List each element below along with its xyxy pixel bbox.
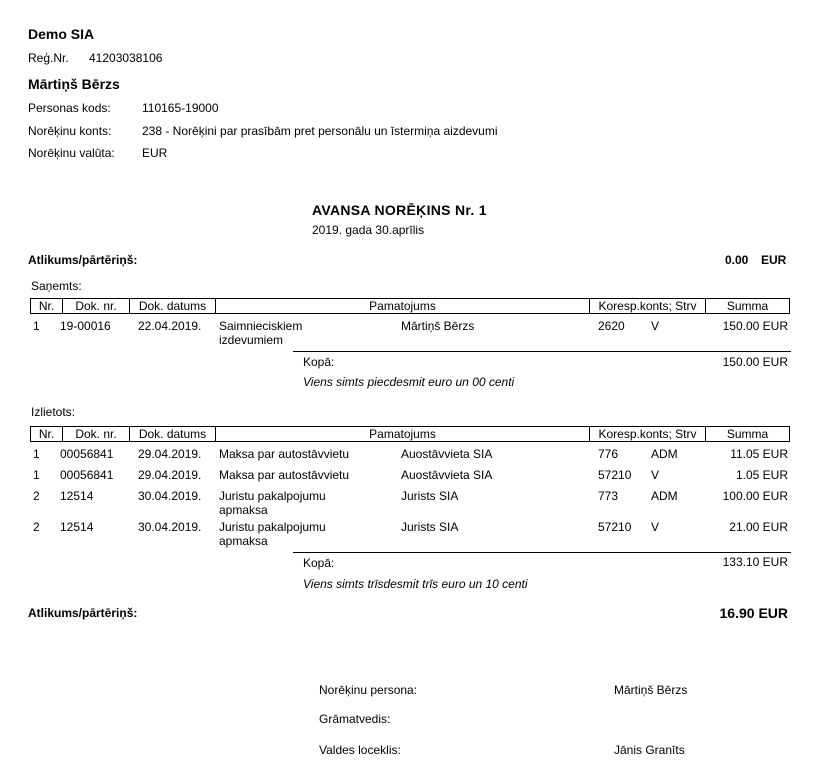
row-nr: 1 (33, 447, 40, 461)
row-party: Jurists SIA (401, 489, 459, 503)
opening-balance-currency: EUR (761, 253, 787, 267)
row-nr: 1 (33, 468, 40, 482)
spent-total-line (293, 552, 791, 553)
spent-total-in-words: Viens simts trīsdesmit trīs euro un 10 centi (303, 577, 528, 591)
row-reason: Juristu pakalpojumu apmaksa (219, 520, 326, 548)
document-title: AVANSA NORĒĶINS Nr. 1 (312, 202, 487, 218)
row-doc-no: 00056841 (60, 468, 114, 482)
closing-balance-value: 16.90 EUR (719, 605, 788, 621)
row-dept: V (651, 520, 660, 534)
row-account: 57210 (598, 520, 632, 534)
table-row (0, 520, 815, 550)
row-date: 30.04.2019. (138, 489, 202, 503)
row-party: Auostāvvieta SIA (401, 468, 493, 482)
col-amount-header: Summa (726, 427, 769, 441)
col-doc-date-header: Dok. datums (138, 299, 207, 313)
opening-balance-value: 0.00 (725, 253, 749, 267)
col-account-header: Koresp.konts; Strv (598, 299, 697, 313)
row-party: Auostāvvieta SIA (401, 447, 493, 461)
col-nr-header: Nr. (38, 299, 55, 313)
col-doc-no-header: Dok. nr. (75, 299, 117, 313)
spent-total-value: 133.10 EUR (722, 555, 788, 569)
personal-code-label: Personas kods: (28, 101, 111, 115)
account-label: Norēķinu konts: (28, 124, 112, 138)
row-reason: Maksa par autostāvvietu (219, 468, 350, 482)
spent-section-label: Izlietots: (31, 405, 76, 419)
row-reason: Maksa par autostāvvietu (219, 447, 350, 461)
table-row (0, 319, 815, 349)
signature-label-board-member: Valdes loceklis: (319, 743, 401, 757)
personal-code-value: 110165-19000 (142, 101, 219, 115)
row-date: 22.04.2019. (138, 319, 202, 333)
row-reason: Juristu pakalpojumu apmaksa (219, 489, 326, 517)
table-row (0, 489, 815, 519)
reg-number: 41203038106 (89, 51, 163, 65)
opening-balance-label: Atlikums/pārtēriņš: (28, 253, 138, 267)
person-name: Mārtiņš Bērzs (28, 76, 120, 92)
row-amount: 21.00 EUR (729, 520, 788, 534)
row-date: 29.04.2019. (138, 468, 202, 482)
received-total-value: 150.00 EUR (722, 355, 788, 369)
col-reason-header: Pamatojums (369, 299, 436, 313)
col-nr-header: Nr. (38, 427, 55, 441)
row-account: 57210 (598, 468, 632, 482)
row-account: 776 (598, 447, 619, 461)
col-account-header: Koresp.konts; Strv (598, 427, 697, 441)
reg-label: Reģ.Nr. (28, 51, 69, 65)
row-dept: V (651, 319, 660, 333)
row-amount: 100.00 EUR (722, 489, 788, 503)
row-doc-no: 00056841 (60, 447, 114, 461)
row-dept: ADM (651, 489, 678, 503)
spent-total-label: Kopā: (303, 556, 335, 570)
row-doc-no: 19-00016 (60, 319, 111, 333)
row-doc-no: 12514 (60, 520, 94, 534)
col-doc-no-header: Dok. nr. (75, 427, 117, 441)
row-doc-no: 12514 (60, 489, 94, 503)
currency-value: EUR (142, 146, 168, 160)
currency-label: Norēķinu valūta: (28, 146, 115, 160)
received-total-line (293, 351, 791, 352)
row-amount: 1.05 EUR (735, 468, 788, 482)
row-date: 29.04.2019. (138, 447, 202, 461)
signature-label-accountant: Grāmatvedis: (319, 712, 391, 726)
signature-name-board-member: Jānis Granīts (614, 743, 685, 757)
row-party: Mārtiņš Bērzs (401, 319, 475, 333)
row-amount: 11.05 EUR (730, 447, 788, 461)
row-nr: 1 (33, 319, 40, 333)
signature-name-settlement-person: Mārtiņš Bērzs (614, 683, 688, 697)
row-dept: V (651, 468, 660, 482)
spent-table-header (30, 426, 790, 442)
received-table-header (30, 298, 790, 314)
account-value: 238 - Norēķini par prasībām pret personālu un īstermiņa aizdevumi (142, 124, 498, 138)
row-date: 30.04.2019. (138, 520, 202, 534)
row-dept: ADM (651, 447, 678, 461)
row-account: 773 (598, 489, 619, 503)
row-account: 2620 (598, 319, 625, 333)
row-party: Jurists SIA (401, 520, 459, 534)
row-nr: 2 (33, 520, 40, 534)
row-nr: 2 (33, 489, 40, 503)
col-reason-header: Pamatojums (369, 427, 436, 441)
received-total-label: Kopā: (303, 355, 335, 369)
document-date: 2019. gada 30.aprīlis (312, 223, 425, 237)
row-amount: 150.00 EUR (722, 319, 788, 333)
signature-label-settlement-person: Norēķinu persona: (319, 683, 418, 697)
col-doc-date-header: Dok. datums (138, 427, 207, 441)
received-section-label: Saņemts: (31, 279, 82, 293)
closing-balance-label: Atlikums/pārtēriņš: (28, 606, 138, 620)
received-total-in-words: Viens simts piecdesmit euro un 00 centi (303, 375, 515, 389)
company-name: Demo SIA (28, 26, 95, 42)
col-amount-header: Summa (726, 299, 769, 313)
row-reason: Saimnieciskiem izdevumiem (219, 319, 303, 347)
